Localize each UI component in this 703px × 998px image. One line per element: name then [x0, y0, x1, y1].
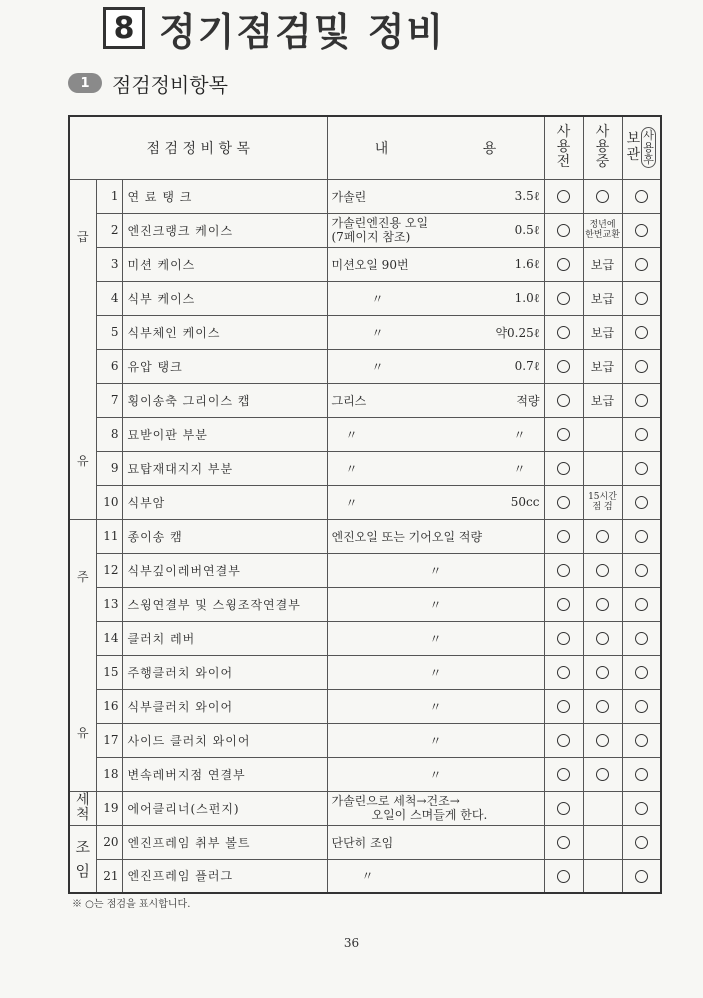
row-content: 〃: [327, 621, 544, 655]
before-check: [544, 689, 583, 723]
check-circle-icon: [635, 292, 648, 305]
check-circle-icon: [635, 836, 648, 849]
row-content: 〃 〃: [327, 417, 544, 451]
check-circle-icon: [596, 598, 609, 611]
storage-check: [622, 757, 661, 791]
header-storage: [622, 116, 661, 179]
row-item: 클러치 레버: [122, 621, 327, 655]
check-circle-icon: [596, 768, 609, 781]
storage-check: [622, 349, 661, 383]
table-row: [69, 349, 661, 383]
during-note: 보급: [583, 247, 622, 281]
check-circle-icon: [557, 768, 570, 781]
check-circle-icon: [557, 564, 570, 577]
before-check: [544, 859, 583, 893]
during-empty: [583, 791, 622, 825]
check-circle-icon: [635, 190, 648, 203]
row-content: 단단히 조임: [327, 825, 544, 859]
row-content: 가솔린엔진용 오일 (7페이지 참조) 0.5ℓ: [327, 213, 544, 247]
before-check: [544, 757, 583, 791]
row-number: 18: [96, 757, 122, 791]
check-circle-icon: [635, 462, 648, 475]
storage-check: [622, 247, 661, 281]
before-check: [544, 451, 583, 485]
table-row: [69, 825, 661, 859]
table-row: [69, 723, 661, 757]
table-row: [69, 213, 661, 247]
row-item: 사이드 클러치 와이어: [122, 723, 327, 757]
section-title-text: 정기점검및 정비: [159, 9, 446, 54]
storage-check: [622, 485, 661, 519]
table-row: [69, 281, 661, 315]
storage-check: [622, 281, 661, 315]
storage-check: [622, 519, 661, 553]
subsection-title-text: 점검정비항목: [112, 72, 228, 97]
during-check: [583, 723, 622, 757]
row-item: 변속레버지점 연결부: [122, 757, 327, 791]
storage-check: [622, 825, 661, 859]
check-circle-icon: [635, 632, 648, 645]
header-char: 사: [556, 123, 571, 140]
row-content: 〃 50cc: [327, 485, 544, 519]
storage-check: [622, 587, 661, 621]
check-circle-icon: [557, 802, 570, 815]
check-circle-icon: [557, 462, 570, 475]
check-circle-icon: [557, 734, 570, 747]
before-check: [544, 825, 583, 859]
during-check: [583, 689, 622, 723]
row-content: 〃 약0.25ℓ: [327, 315, 544, 349]
check-circle-icon: [635, 258, 648, 271]
section-title: [103, 6, 446, 54]
row-item: 엔진프레임 플러그: [122, 859, 327, 893]
table-row: [69, 485, 661, 519]
row-number: 15: [96, 655, 122, 689]
check-circle-icon: [557, 258, 570, 271]
check-circle-icon: [596, 734, 609, 747]
check-circle-icon: [635, 734, 648, 747]
check-circle-icon: [596, 700, 609, 713]
during-check: [583, 757, 622, 791]
row-item: 유압 탱크: [122, 349, 327, 383]
table-row: [69, 791, 661, 825]
storage-check: [622, 315, 661, 349]
during-note: 15시간 점 검: [583, 485, 622, 519]
before-check: [544, 791, 583, 825]
page-number: 36: [343, 936, 360, 950]
check-circle-icon: [557, 700, 570, 713]
row-item: 식부클러치 와이어: [122, 689, 327, 723]
storage-check: [622, 723, 661, 757]
table-row: [69, 519, 661, 553]
check-circle-icon: [557, 870, 570, 883]
row-content: 〃: [327, 587, 544, 621]
storage-check: [622, 689, 661, 723]
during-check: [583, 519, 622, 553]
before-check: [544, 519, 583, 553]
check-circle-icon: [596, 530, 609, 543]
row-item: 묘받이판 부분: [122, 417, 327, 451]
table-row: [69, 621, 661, 655]
header-item: 점 검 정 비 항 목: [69, 116, 327, 179]
row-number: 10: [96, 485, 122, 519]
before-check: [544, 179, 583, 213]
row-item: 식부체인 케이스: [122, 315, 327, 349]
check-circle-icon: [635, 666, 648, 679]
row-content: 〃: [327, 655, 544, 689]
table-row: [69, 689, 661, 723]
table-row: [69, 247, 661, 281]
before-check: [544, 213, 583, 247]
check-circle-icon: [635, 394, 648, 407]
check-circle-icon: [635, 870, 648, 883]
row-content: 그리스 적량: [327, 383, 544, 417]
row-content: 미션오일 90번 1.6ℓ: [327, 247, 544, 281]
table-row: [69, 859, 661, 893]
check-circle-icon: [635, 768, 648, 781]
table-row: [69, 587, 661, 621]
row-number: 13: [96, 587, 122, 621]
during-note: 보급: [583, 383, 622, 417]
before-check: [544, 553, 583, 587]
storage-check: [622, 553, 661, 587]
row-content: 엔진오일 또는 기어오일 적량: [327, 519, 544, 553]
check-circle-icon: [635, 598, 648, 611]
during-check: [583, 621, 622, 655]
footnote: ※ ○는 점검을 표시합니다.: [72, 899, 191, 910]
table-header-row: [69, 116, 661, 179]
header-char: 사: [595, 123, 610, 140]
row-item: 주행클러치 와이어: [122, 655, 327, 689]
row-number: 21: [96, 859, 122, 893]
table-row: [69, 417, 661, 451]
check-circle-icon: [557, 360, 570, 373]
row-number: 20: [96, 825, 122, 859]
check-circle-icon: [557, 292, 570, 305]
row-number: 6: [96, 349, 122, 383]
table-row: [69, 553, 661, 587]
row-number: 19: [96, 791, 122, 825]
row-number: 8: [96, 417, 122, 451]
during-empty: [583, 417, 622, 451]
table-row: [69, 179, 661, 213]
check-circle-icon: [557, 836, 570, 849]
header-char: 보: [626, 131, 641, 148]
row-number: 17: [96, 723, 122, 757]
row-number: 11: [96, 519, 122, 553]
header-char: 후: [643, 152, 654, 166]
before-check: [544, 417, 583, 451]
during-empty: [583, 451, 622, 485]
row-item: 연 료 탱 크: [122, 179, 327, 213]
category-oiling: 주 유: [69, 519, 96, 791]
row-content: 가솔린 3.5ℓ: [327, 179, 544, 213]
check-circle-icon: [557, 428, 570, 441]
header-before-use: [544, 116, 583, 179]
row-number: 7: [96, 383, 122, 417]
inspection-table: [68, 115, 662, 894]
header-char: 용: [556, 139, 571, 156]
storage-check: [622, 417, 661, 451]
row-content: 〃: [327, 723, 544, 757]
category-cleaning: 세 척: [69, 791, 96, 825]
storage-check: [622, 655, 661, 689]
header-char: 전: [556, 154, 571, 171]
check-circle-icon: [557, 326, 570, 339]
header-content: 내 용: [327, 116, 544, 179]
before-check: [544, 655, 583, 689]
check-circle-icon: [635, 564, 648, 577]
row-content: 〃: [327, 757, 544, 791]
check-circle-icon: [557, 394, 570, 407]
table-row: [69, 315, 661, 349]
storage-check: [622, 621, 661, 655]
during-note: 정년에 한번교환: [583, 213, 622, 247]
row-item: 묘탑재대지지 부분: [122, 451, 327, 485]
check-circle-icon: [557, 598, 570, 611]
check-circle-icon: [557, 530, 570, 543]
row-content: 〃 0.7ℓ: [327, 349, 544, 383]
storage-check: [622, 179, 661, 213]
during-check: [583, 553, 622, 587]
before-check: [544, 315, 583, 349]
before-check: [544, 383, 583, 417]
during-check: [583, 179, 622, 213]
subsection-number-badge: 1: [68, 73, 102, 93]
check-circle-icon: [635, 360, 648, 373]
row-item: 미션 케이스: [122, 247, 327, 281]
storage-check: [622, 791, 661, 825]
row-item: 식부암: [122, 485, 327, 519]
table-row: [69, 451, 661, 485]
storage-check: [622, 451, 661, 485]
before-check: [544, 485, 583, 519]
row-item: 식부 케이스: [122, 281, 327, 315]
before-check: [544, 247, 583, 281]
section-number: 8: [103, 7, 145, 49]
row-number: 3: [96, 247, 122, 281]
table-row: [69, 383, 661, 417]
before-check: [544, 621, 583, 655]
storage-check: [622, 213, 661, 247]
row-number: 12: [96, 553, 122, 587]
row-number: 14: [96, 621, 122, 655]
header-char: 관: [626, 146, 641, 163]
check-circle-icon: [635, 224, 648, 237]
row-content: 〃: [327, 689, 544, 723]
row-content: 〃: [327, 553, 544, 587]
row-item: 식부깊이레버연결부: [122, 553, 327, 587]
check-circle-icon: [596, 632, 609, 645]
row-item: 종이송 캠: [122, 519, 327, 553]
during-check: [583, 587, 622, 621]
row-item: 횡이송축 그리이스 캡: [122, 383, 327, 417]
storage-check: [622, 383, 661, 417]
check-circle-icon: [596, 666, 609, 679]
before-check: [544, 349, 583, 383]
row-item: 에어클리너(스펀지): [122, 791, 327, 825]
before-check: [544, 723, 583, 757]
check-circle-icon: [596, 564, 609, 577]
row-number: 16: [96, 689, 122, 723]
header-during-use: [583, 116, 622, 179]
check-circle-icon: [635, 802, 648, 815]
header-char: 사: [643, 129, 654, 143]
header-char: 용: [595, 139, 610, 156]
row-number: 9: [96, 451, 122, 485]
during-note: 보급: [583, 281, 622, 315]
subsection-title: [68, 70, 228, 96]
during-note: 보급: [583, 315, 622, 349]
row-number: 2: [96, 213, 122, 247]
before-check: [544, 587, 583, 621]
check-circle-icon: [557, 666, 570, 679]
row-number: 5: [96, 315, 122, 349]
table-row: [69, 655, 661, 689]
check-circle-icon: [635, 428, 648, 441]
check-circle-icon: [557, 632, 570, 645]
header-char: 용: [643, 140, 654, 154]
check-circle-icon: [596, 190, 609, 203]
row-item: 엔진프레임 취부 볼트: [122, 825, 327, 859]
check-circle-icon: [557, 190, 570, 203]
during-empty: [583, 859, 622, 893]
category-tightening: 조 임: [69, 825, 96, 893]
row-number: 4: [96, 281, 122, 315]
row-number: 1: [96, 179, 122, 213]
check-circle-icon: [635, 326, 648, 339]
during-empty: [583, 825, 622, 859]
header-char: 중: [595, 154, 610, 171]
row-content: 가솔린으로 세척→건조→ 오일이 스며들게 한다.: [327, 791, 544, 825]
storage-check: [622, 859, 661, 893]
table-row: [69, 757, 661, 791]
check-circle-icon: [635, 700, 648, 713]
check-circle-icon: [557, 224, 570, 237]
during-note: 보급: [583, 349, 622, 383]
row-item: 엔진크랭크 케이스: [122, 213, 327, 247]
check-circle-icon: [635, 530, 648, 543]
check-circle-icon: [557, 496, 570, 509]
row-item: 스윙연결부 및 스윙조작연결부: [122, 587, 327, 621]
row-content: 〃: [327, 859, 544, 893]
category-lubrication: 급 유: [69, 179, 96, 519]
before-check: [544, 281, 583, 315]
row-content: 〃 〃: [327, 451, 544, 485]
check-circle-icon: [635, 496, 648, 509]
during-check: [583, 655, 622, 689]
row-content: 〃 1.0ℓ: [327, 281, 544, 315]
